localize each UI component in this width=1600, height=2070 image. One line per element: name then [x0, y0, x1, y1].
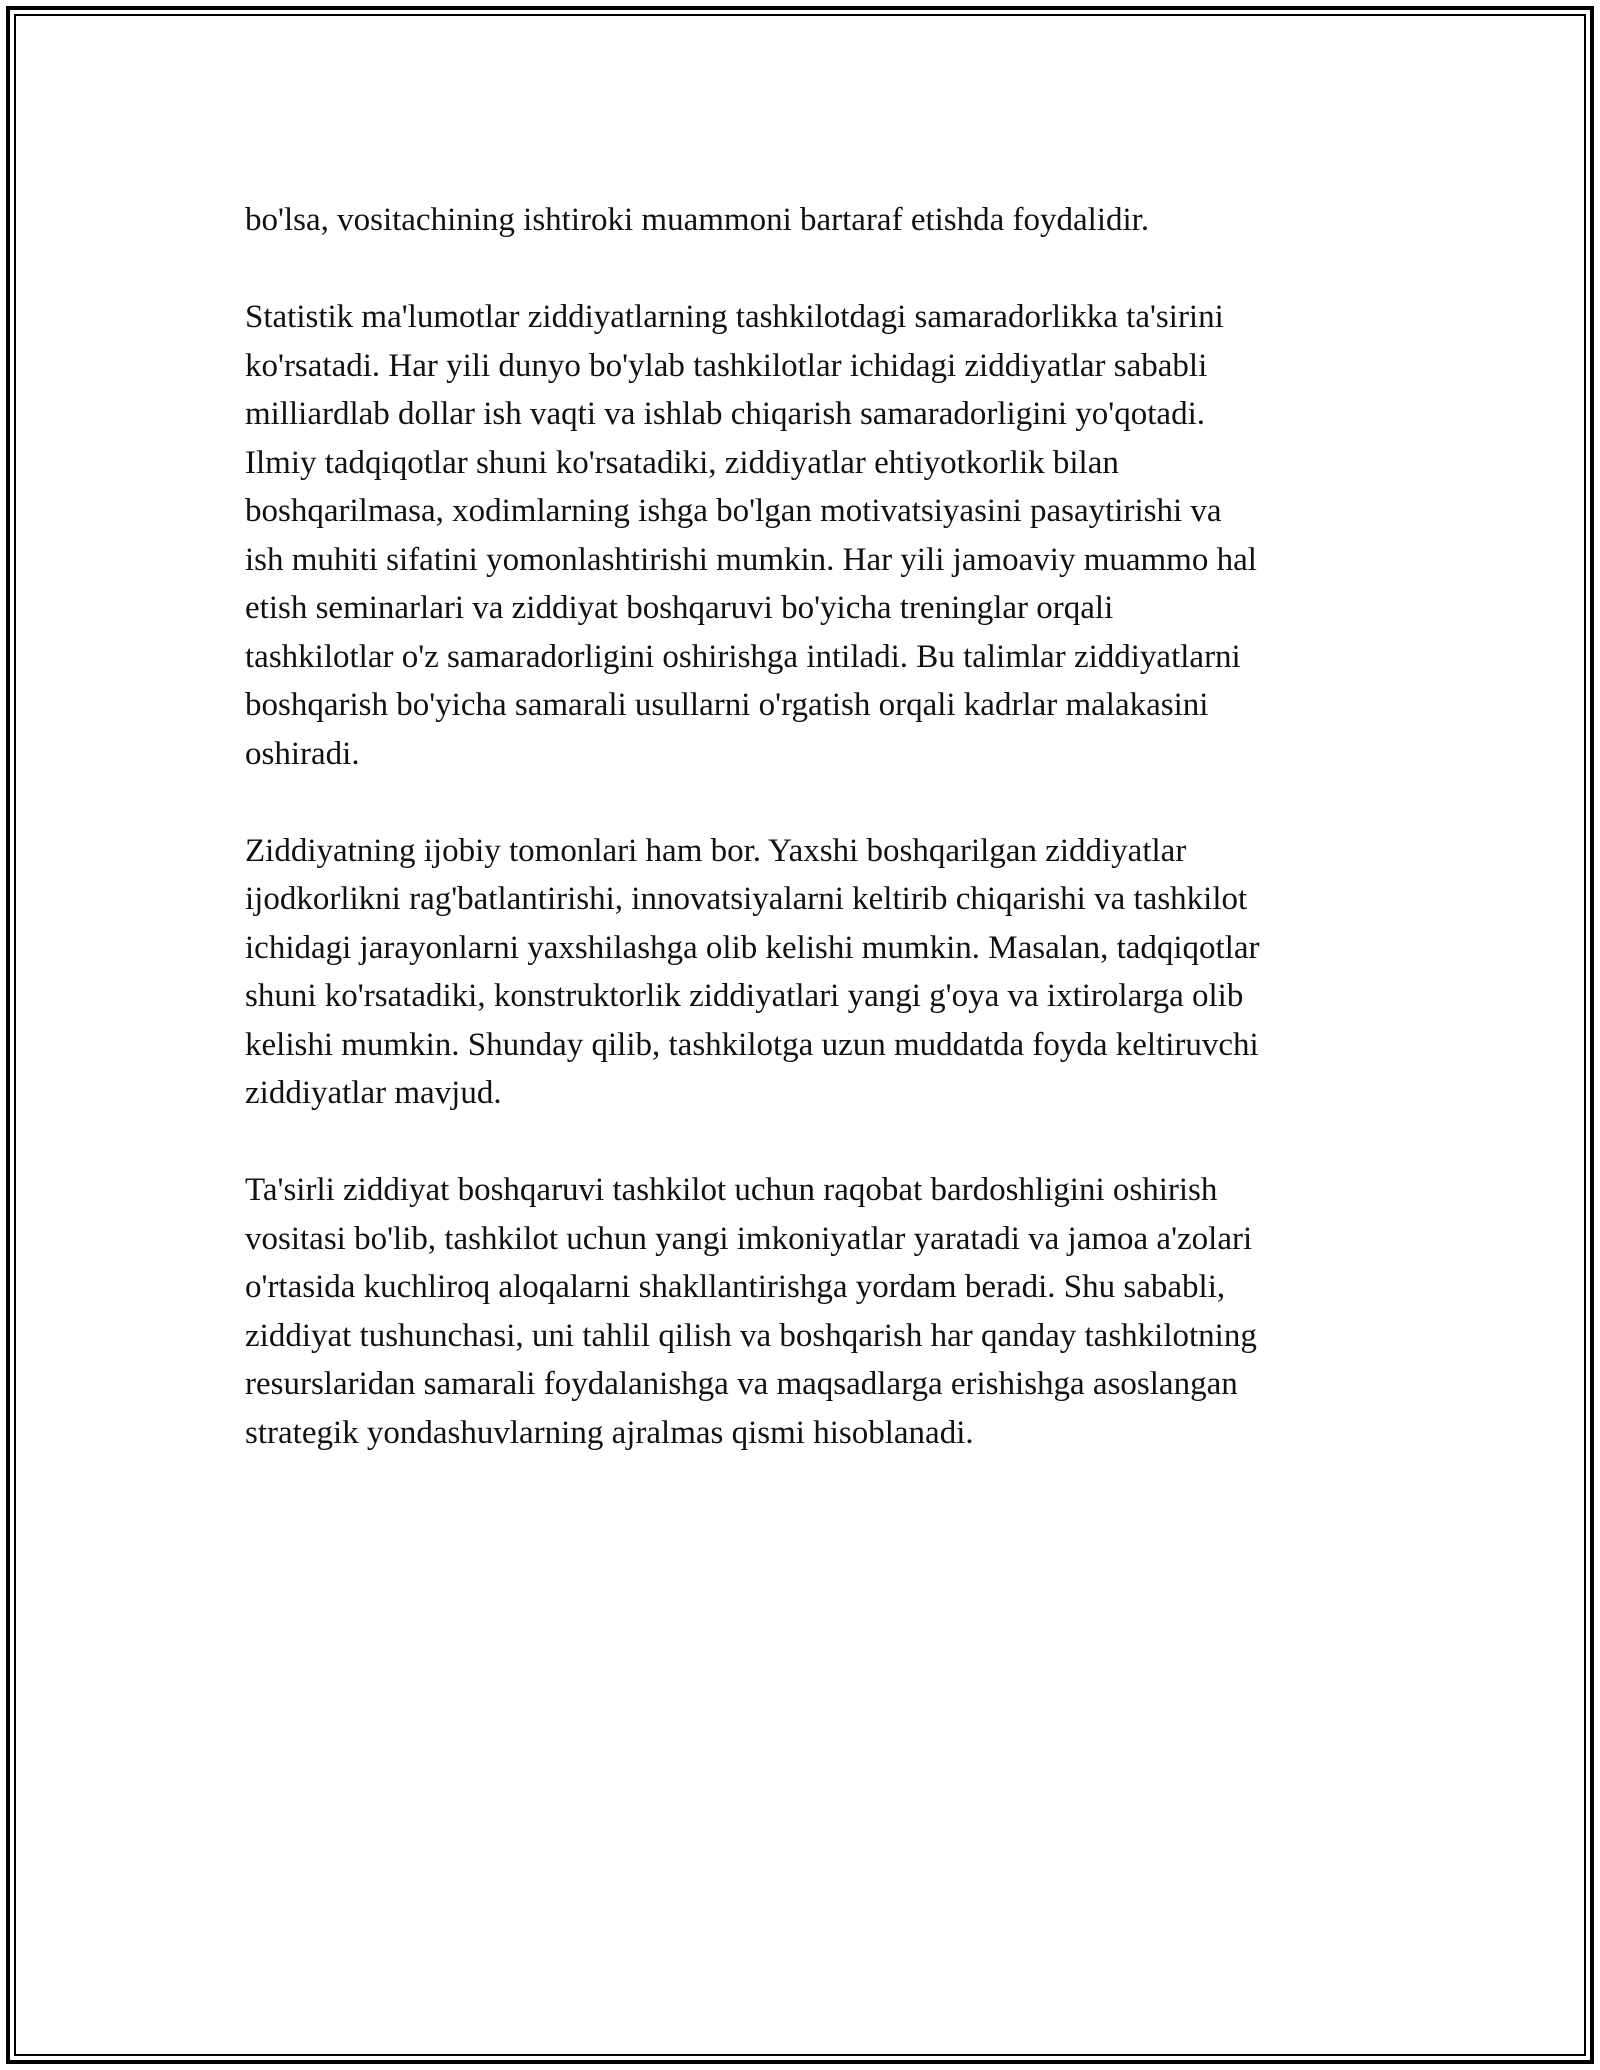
text-line: shuni ko'rsatadiki, konstruktorlik ziddiyatlari yangi g'oya va ixtirolarga olib	[245, 978, 1244, 1014]
text-line: resurslaridan samarali foydalanishga va maqsadlarga erishishga asoslangan	[245, 1366, 1238, 1402]
text-line: vositasi bo'lib, tashkilot uchun yangi imkoniyatlar yaratadi va jamoa a'zolari	[245, 1220, 1253, 1257]
page-frame	[6, 6, 1594, 2064]
text-line: Ilmiy tadqiqotlar shuni ko'rsatadiki, ziddiyatlar ehtiyotkorlik bilan	[245, 444, 1119, 481]
text-line: o'rtasida kuchliroq aloqalarni shakllantirishga yordam beradi. Shu sababli,	[245, 1269, 1226, 1305]
text-line: ichidagi jarayonlarni yaxshilashga olib kelishi mumkin. Masalan, tadqiqotlar	[245, 929, 1260, 966]
text-line: ijodkorlikni rag'batlantirishi, innovatsiyalarni keltirib chiqarishi va tashkilot	[245, 881, 1248, 917]
text-line: strategik yondashuvlarning ajralmas qismi hisoblanadi.	[245, 1414, 974, 1451]
paragraph-3	[245, 827, 1375, 1118]
paragraph-4	[245, 1166, 1375, 1457]
text-line: ziddiyat tushunchasi, uni tahlil qilish va boshqarish har qanday tashkilotning	[245, 1317, 1257, 1354]
text-line: ko'rsatadi. Har yili dunyo bo'ylab tashkilotlar ichidagi ziddiyatlar sababli	[245, 347, 1208, 384]
text-line: ziddiyatlar mavjud.	[245, 1075, 502, 1111]
text-line: bo'lsa, vositachining ishtiroki muammoni bartaraf etishda foydalidir.	[245, 202, 1150, 238]
text-line: milliardlab dollar ish vaqti va ishlab chiqarish samaradorligini yo'qotadi.	[245, 396, 1205, 432]
text-line: Ziddiyatning ijobiy tomonlari ham bor. Yaxshi boshqarilgan ziddiyatlar	[245, 832, 1187, 869]
text-line: boshqarish bo'yicha samarali usullarni o'rgatish orqali kadrlar malakasini	[245, 687, 1209, 723]
text-line: boshqarilmasa, xodimlarning ishga bo'lgan motivatsiyasini pasaytirishi va	[245, 493, 1222, 529]
text-line: oshiradi.	[245, 735, 360, 772]
text-line: ish muhiti sifatini yomonlashtirishi mumkin. Har yili jamoaviy muammo hal	[245, 541, 1257, 578]
paragraph-2	[245, 293, 1375, 778]
text-line: Statistik ma'lumotlar ziddiyatlarning tashkilotdagi samaradorlikka ta'sirini	[245, 299, 1224, 335]
text-line: etish seminarlari va ziddiyat boshqaruvi bo'yicha treninglar orqali	[245, 590, 1114, 626]
text-line: kelishi mumkin. Shunday qilib, tashkilotga uzun muddatda foyda keltiruvchi	[245, 1026, 1259, 1063]
document-body	[245, 196, 1375, 1506]
paragraph-1	[245, 196, 1375, 245]
text-line: Ta'sirli ziddiyat boshqaruvi tashkilot uchun raqobat bardoshligini oshirish	[245, 1172, 1218, 1208]
text-line: tashkilotlar o'z samaradorligini oshirishga intiladi. Bu talimlar ziddiyatlarni	[245, 638, 1241, 675]
